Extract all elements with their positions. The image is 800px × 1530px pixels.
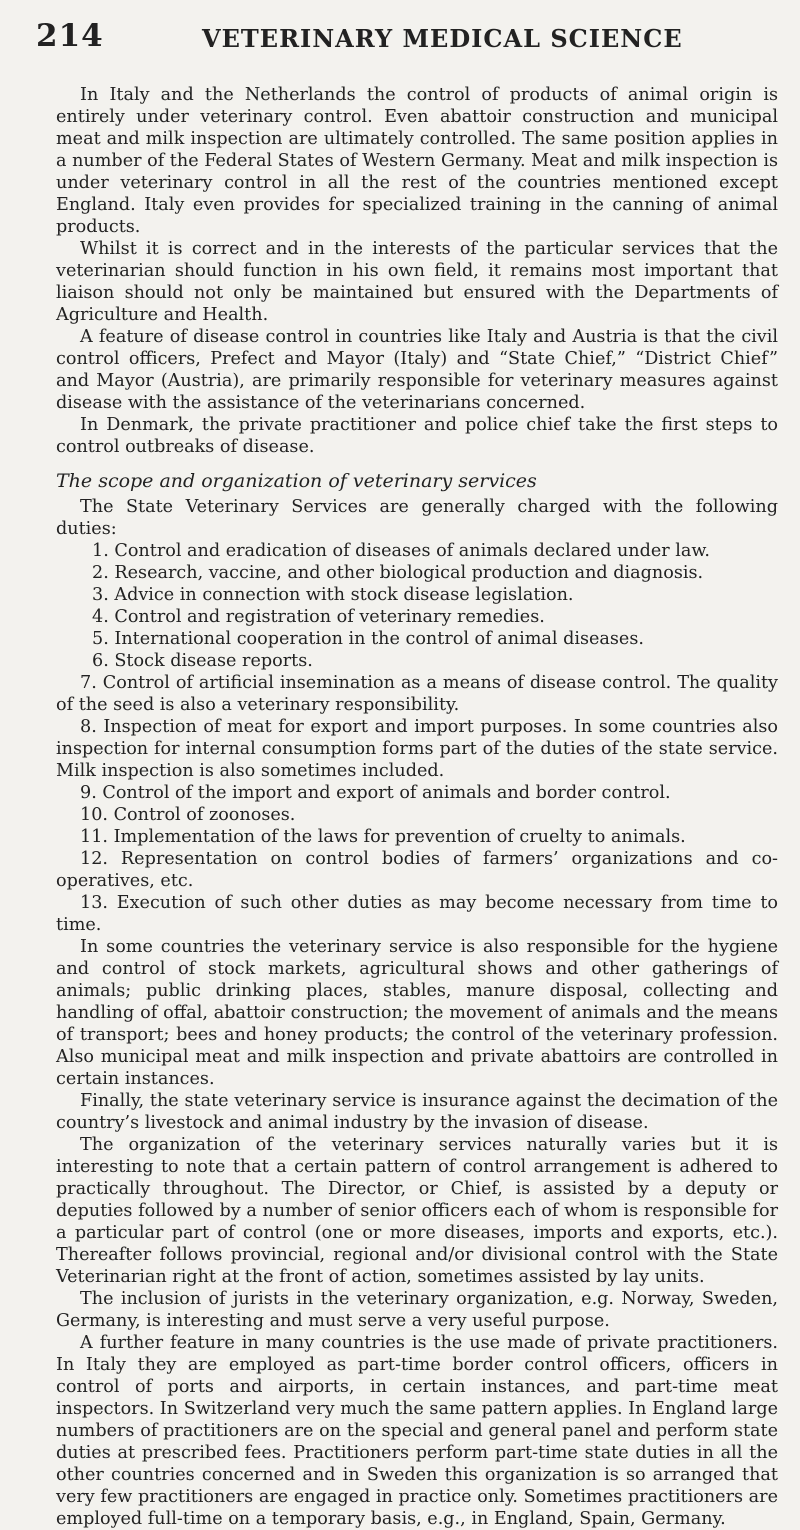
list-item: 9. Control of the import and export of animals and border control.: [80, 783, 671, 803]
paragraph: A further feature in many countries is the use made of private practitioners. In Italy they are employed as part-time border control officers, officers in control of ports and airports, in certain instances, and part-time meat inspectors. In Switzerland very much the same pattern applies. In England large numbers of practitioners are on the special and general panel and perform state duties at prescribed fees. Practitioners perform part-time state duties in all the other countries concerned and in Sweden this organization is so arranged that very few practitioners are engaged in practice only. Sometimes practitioners are employed full-time on a temporary basis, e.g., in England, Spain, Germany.: [56, 1333, 778, 1529]
running-title: VETERINARY MEDICAL SCIENCE: [202, 24, 683, 53]
list-intro: The State Veterinary Services are generally charged with the following duties:: [56, 497, 778, 539]
paragraph: In Italy and the Netherlands the control of products of animal origin is entirely under veterinary control. Even abattoir construction and municipal meat and milk inspection are ultimately controlled. The same position applies in a number of the Federal States of Western Germany. Meat and milk inspection is under veterinary control in all the rest of the countries mentioned except England. Italy even provides for specialized training in the canning of animal products.: [56, 85, 778, 237]
section-heading: The scope and organization of veterinary services: [56, 470, 537, 492]
page-number: 214: [36, 18, 104, 54]
paragraph: A feature of disease control in countries like Italy and Austria is that the civil control officers, Prefect and Mayor (Italy) and “State Chief,” “District Chief” and Mayor (Austria), are primarily responsible for veterinary measures against disease with the assistance of the veterinarians concerned.: [56, 327, 778, 413]
paragraph: In Denmark, the private practitioner and police chief take the first steps to control outbreaks of disease.: [56, 415, 778, 457]
list-item: 13. Execution of such other duties as may become necessary from time to time.: [56, 893, 778, 935]
list-item: 6. Stock disease reports.: [92, 651, 313, 671]
body-text: [56, 84, 778, 1530]
list-item: 3. Advice in connection with stock disease legislation.: [92, 585, 574, 605]
paragraph: Finally, the state veterinary service is insurance against the decimation of the country’s livestock and animal industry by the invasion of disease.: [56, 1091, 778, 1133]
list-item: 10. Control of zoonoses.: [80, 805, 296, 825]
list-item: 1. Control and eradication of diseases of animals declared under law.: [92, 541, 710, 561]
page-header: [36, 18, 780, 68]
list-item: 4. Control and registration of veterinary remedies.: [92, 607, 545, 627]
list-item: 11. Implementation of the laws for prevention of cruelty to animals.: [80, 827, 686, 847]
paragraph: The inclusion of jurists in the veterinary organization, e.g. Norway, Sweden, Germany, is interesting and must serve a very useful purpose.: [56, 1289, 778, 1331]
paragraph: Whilst it is correct and in the interests of the particular services that the veterinarian should function in his own field, it remains most important that liaison should not only be maintained but ensured with the Departments of Agriculture and Health.: [56, 239, 778, 325]
paragraph: The organization of the veterinary services naturally varies but it is interesting to note that a certain pattern of control arrangement is adhered to practically throughout. The Director, or Chief, is assisted by a deputy or deputies followed by a number of senior officers each of whom is responsible for a particular part of control (one or more diseases, imports and exports, etc.). Thereafter follows provincial, regional and/or divisional control with the State Veterinarian right at the front of action, sometimes assisted by lay units.: [56, 1135, 778, 1287]
list-item: 7. Control of artificial insemination as a means of disease control. The quality of the seed is also a veterinary responsibility.: [56, 673, 778, 715]
list-item: 12. Representation on control bodies of farmers’ organizations and co-operatives, etc.: [56, 849, 778, 891]
list-item: 2. Research, vaccine, and other biological production and diagnosis.: [92, 563, 704, 583]
paragraph: In some countries the veterinary service is also responsible for the hygiene and control of stock markets, agricultural shows and other gatherings of animals; public drinking places, stables, manure disposal, collecting and handling of offal, abattoir construction; the movement of animals and the means of transport; bees and honey products; the control of the veterinary profession. Also municipal meat and milk inspection and private abattoirs are controlled in certain instances.: [56, 937, 778, 1089]
duties-list: [56, 540, 778, 936]
list-item: 8. Inspection of meat for export and import purposes. In some countries also inspection for internal consumption forms part of the duties of the state service. Milk inspection is also sometimes included.: [56, 717, 778, 781]
list-item: 5. International cooperation in the control of animal diseases.: [92, 629, 644, 649]
